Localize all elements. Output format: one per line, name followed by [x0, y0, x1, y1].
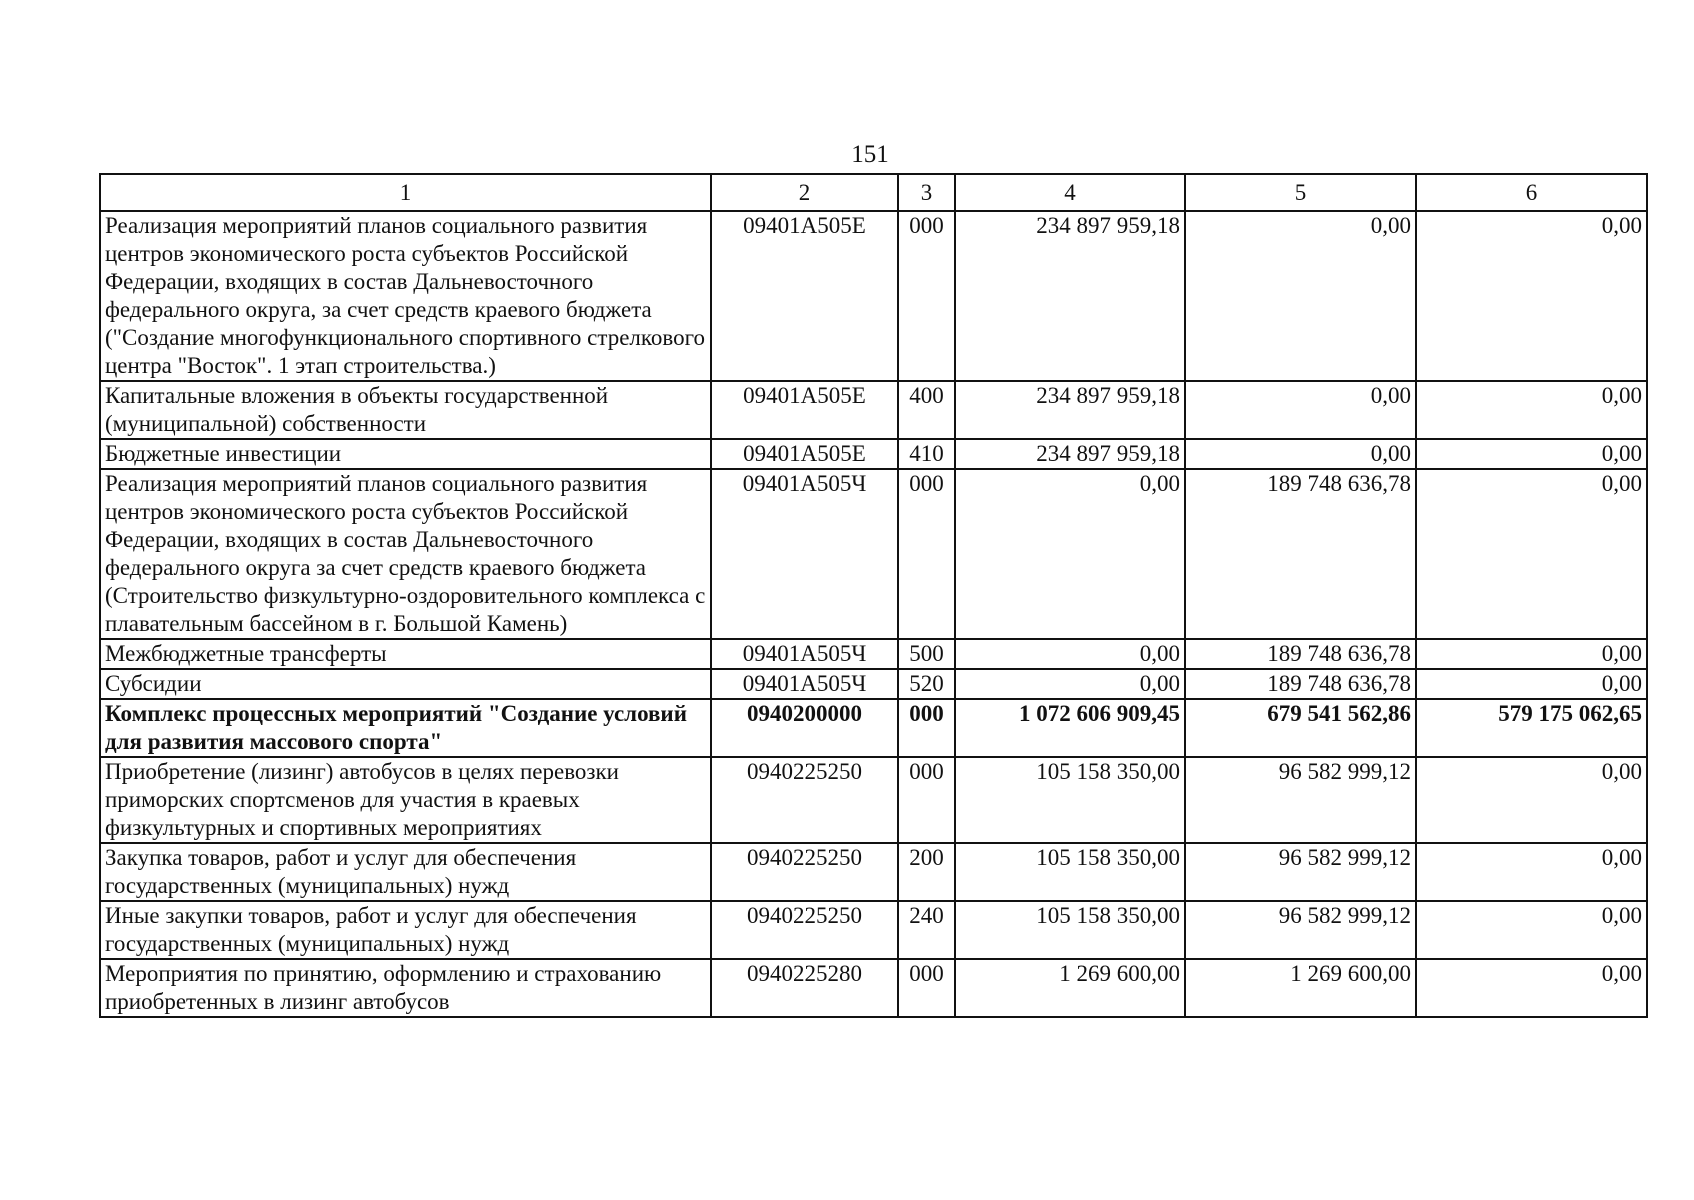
row-amount-5: 0,00 — [1185, 211, 1416, 381]
row-code: 0940225250 — [711, 901, 898, 959]
page-number: 151 — [851, 141, 889, 168]
row-kvr: 000 — [898, 469, 955, 639]
row-name: Закупка товаров, работ и услуг для обеспечения государственных (муниципальных) нужд — [100, 843, 711, 901]
row-amount-4: 105 158 350,00 — [955, 901, 1185, 959]
header-col-3: 3 — [898, 174, 955, 211]
row-code: 09401A505Ч — [711, 669, 898, 699]
row-amount-6: 0,00 — [1416, 639, 1647, 669]
header-col-1: 1 — [100, 174, 711, 211]
row-name: Приобретение (лизинг) автобусов в целях перевозки приморских спортсменов для участия в краевых физкультурных и спортивных мероприятиях — [100, 757, 711, 843]
row-name: Бюджетные инвестиции — [100, 439, 711, 469]
table-row — [100, 901, 1647, 959]
row-amount-4: 0,00 — [955, 469, 1185, 639]
table-row — [100, 843, 1647, 901]
row-amount-6: 0,00 — [1416, 211, 1647, 381]
row-name: Комплекс процессных мероприятий "Создание условий для развития массового спорта" — [100, 699, 711, 757]
row-amount-4: 1 072 606 909,45 — [955, 699, 1185, 757]
row-kvr: 520 — [898, 669, 955, 699]
row-code: 0940225250 — [711, 757, 898, 843]
table-row — [100, 639, 1647, 669]
row-amount-4: 234 897 959,18 — [955, 211, 1185, 381]
table-row — [100, 381, 1647, 439]
row-kvr: 200 — [898, 843, 955, 901]
row-amount-5: 96 582 999,12 — [1185, 843, 1416, 901]
table-row — [100, 669, 1647, 699]
row-amount-4: 0,00 — [955, 639, 1185, 669]
row-code: 09401A505E — [711, 381, 898, 439]
row-amount-5: 189 748 636,78 — [1185, 639, 1416, 669]
row-amount-5: 1 269 600,00 — [1185, 959, 1416, 1017]
row-amount-4: 234 897 959,18 — [955, 439, 1185, 469]
row-amount-6: 0,00 — [1416, 439, 1647, 469]
row-kvr: 000 — [898, 211, 955, 381]
table-row-subtotal — [100, 699, 1647, 757]
row-kvr: 240 — [898, 901, 955, 959]
row-amount-4: 0,00 — [955, 669, 1185, 699]
row-amount-6: 0,00 — [1416, 469, 1647, 639]
row-code: 09401A505E — [711, 211, 898, 381]
row-name: Субсидии — [100, 669, 711, 699]
row-code: 0940225280 — [711, 959, 898, 1017]
row-kvr: 400 — [898, 381, 955, 439]
row-code: 0940225250 — [711, 843, 898, 901]
budget-table — [99, 173, 1648, 1018]
row-amount-4: 105 158 350,00 — [955, 757, 1185, 843]
row-kvr: 000 — [898, 959, 955, 1017]
table-row — [100, 469, 1647, 639]
table-row — [100, 439, 1647, 469]
row-name: Межбюджетные трансферты — [100, 639, 711, 669]
table-row — [100, 211, 1647, 381]
row-amount-6: 0,00 — [1416, 843, 1647, 901]
row-name: Реализация мероприятий планов социального развития центров экономического роста субъектов Российской Федерации, входящих в состав Дальневосточного федерального округа за счет средств краевого бюджета (Строительство физкультурно-оздоровительного комплекса с плавательным бассейном в г. Большой Камень) — [100, 469, 711, 639]
row-amount-5: 96 582 999,12 — [1185, 901, 1416, 959]
table-row — [100, 757, 1647, 843]
row-amount-6: 0,00 — [1416, 381, 1647, 439]
row-amount-5: 189 748 636,78 — [1185, 669, 1416, 699]
row-code: 09401A505Ч — [711, 639, 898, 669]
header-col-4: 4 — [955, 174, 1185, 211]
row-code: 09401A505E — [711, 439, 898, 469]
row-kvr: 000 — [898, 757, 955, 843]
row-amount-6: 0,00 — [1416, 757, 1647, 843]
row-amount-4: 105 158 350,00 — [955, 843, 1185, 901]
row-amount-5: 189 748 636,78 — [1185, 469, 1416, 639]
header-col-6: 6 — [1416, 174, 1647, 211]
row-amount-4: 1 269 600,00 — [955, 959, 1185, 1017]
row-kvr: 000 — [898, 699, 955, 757]
row-name: Иные закупки товаров, работ и услуг для обеспечения государственных (муниципальных) нужд — [100, 901, 711, 959]
row-amount-6: 0,00 — [1416, 669, 1647, 699]
row-name: Мероприятия по принятию, оформлению и страхованию приобретенных в лизинг автобусов — [100, 959, 711, 1017]
row-amount-6: 0,00 — [1416, 901, 1647, 959]
row-amount-6: 579 175 062,65 — [1416, 699, 1647, 757]
header-col-5: 5 — [1185, 174, 1416, 211]
row-kvr: 410 — [898, 439, 955, 469]
row-amount-5: 0,00 — [1185, 439, 1416, 469]
row-amount-5: 0,00 — [1185, 381, 1416, 439]
row-name: Капитальные вложения в объекты государственной (муниципальной) собственности — [100, 381, 711, 439]
table-row — [100, 959, 1647, 1017]
row-code: 0940200000 — [711, 699, 898, 757]
row-amount-5: 96 582 999,12 — [1185, 757, 1416, 843]
row-amount-4: 234 897 959,18 — [955, 381, 1185, 439]
header-row — [100, 174, 1647, 211]
row-amount-5: 679 541 562,86 — [1185, 699, 1416, 757]
row-name: Реализация мероприятий планов социального развития центров экономического роста субъектов Российской Федерации, входящих в состав Дальневосточного федерального округа, за счет средств краевого бюджета ("Создание многофункционального спортивного стрелкового центра "Восток". 1 этап строительства.) — [100, 211, 711, 381]
row-code: 09401A505Ч — [711, 469, 898, 639]
row-amount-6: 0,00 — [1416, 959, 1647, 1017]
row-kvr: 500 — [898, 639, 955, 669]
header-col-2: 2 — [711, 174, 898, 211]
